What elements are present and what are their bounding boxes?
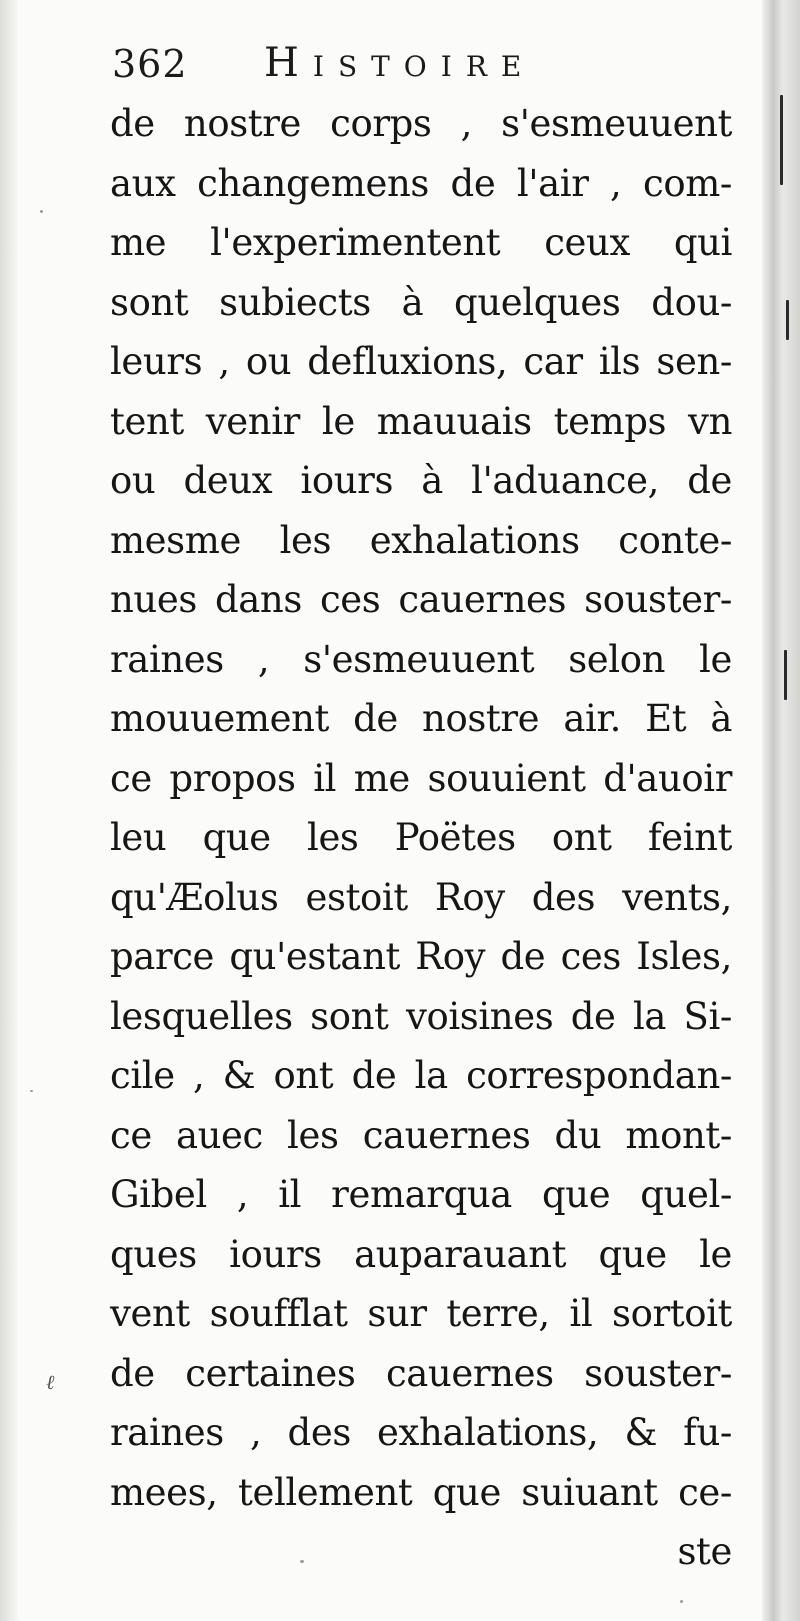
text-line: raines , des exhalations, & fu- — [110, 1411, 732, 1454]
paper-speck — [300, 1560, 304, 1563]
text-line: nues dans ces cauernes souster- — [110, 578, 732, 621]
running-head — [112, 36, 632, 96]
text-line: ques iours auparauant que le — [110, 1232, 732, 1276]
margin-mark: ℓ — [46, 1370, 55, 1394]
text-line: tent venir le mauuais temps vn — [110, 399, 732, 443]
text-line: me l'experimentent ceux qui — [110, 221, 732, 264]
gutter-edge-mark — [780, 95, 783, 185]
text-line: mees, tellement que suiuant ce- — [110, 1470, 732, 1514]
page-number: 362 — [112, 42, 188, 86]
catchword: ste — [677, 1530, 732, 1573]
paper-speck — [30, 1090, 33, 1092]
text-line: leu que les Poëtes ont feint — [110, 816, 732, 859]
text-line: parce qu'estant Roy de ces Isles, — [110, 935, 732, 978]
text-line: cile , & ont de la correspondan- — [110, 1054, 732, 1097]
running-title: Histoire — [264, 40, 536, 86]
text-line: de nostre corps , s'esmeuuent — [110, 102, 732, 145]
text-line: vent soufflat sur terre, il sortoit — [110, 1292, 732, 1335]
body-text — [110, 94, 732, 1582]
text-line: ou deux iours à l'aduance, de — [110, 459, 732, 502]
gutter-edge-mark — [786, 300, 789, 340]
gutter-edge-mark — [784, 650, 787, 700]
paper-speck — [40, 210, 43, 213]
text-line: aux changemens de l'air , com- — [110, 161, 732, 205]
text-line: leurs , ou defluxions, car ils sen- — [110, 340, 732, 383]
text-line: ce propos il me souuient d'auoir — [110, 756, 732, 800]
text-line: ce auec les cauernes du mont- — [110, 1113, 732, 1157]
text-line: Gibel , il remarqua que quel- — [110, 1173, 732, 1216]
binding-gutter — [762, 0, 800, 1621]
text-line: de certaines cauernes souster- — [110, 1351, 732, 1395]
text-line: qu'Æolus estoit Roy des vents, — [110, 875, 732, 919]
text-line: lesquelles sont voisines de la Si- — [110, 994, 732, 1038]
text-line: mouuement de nostre air. Et à — [110, 697, 732, 740]
page-left-shadow — [0, 0, 18, 1621]
paper-speck — [680, 1600, 683, 1603]
text-line: raines , s'esmeuuent selon le — [110, 637, 732, 681]
text-line: sont subiects à quelques dou- — [110, 280, 732, 324]
text-line: mesme les exhalations conte- — [110, 518, 732, 562]
